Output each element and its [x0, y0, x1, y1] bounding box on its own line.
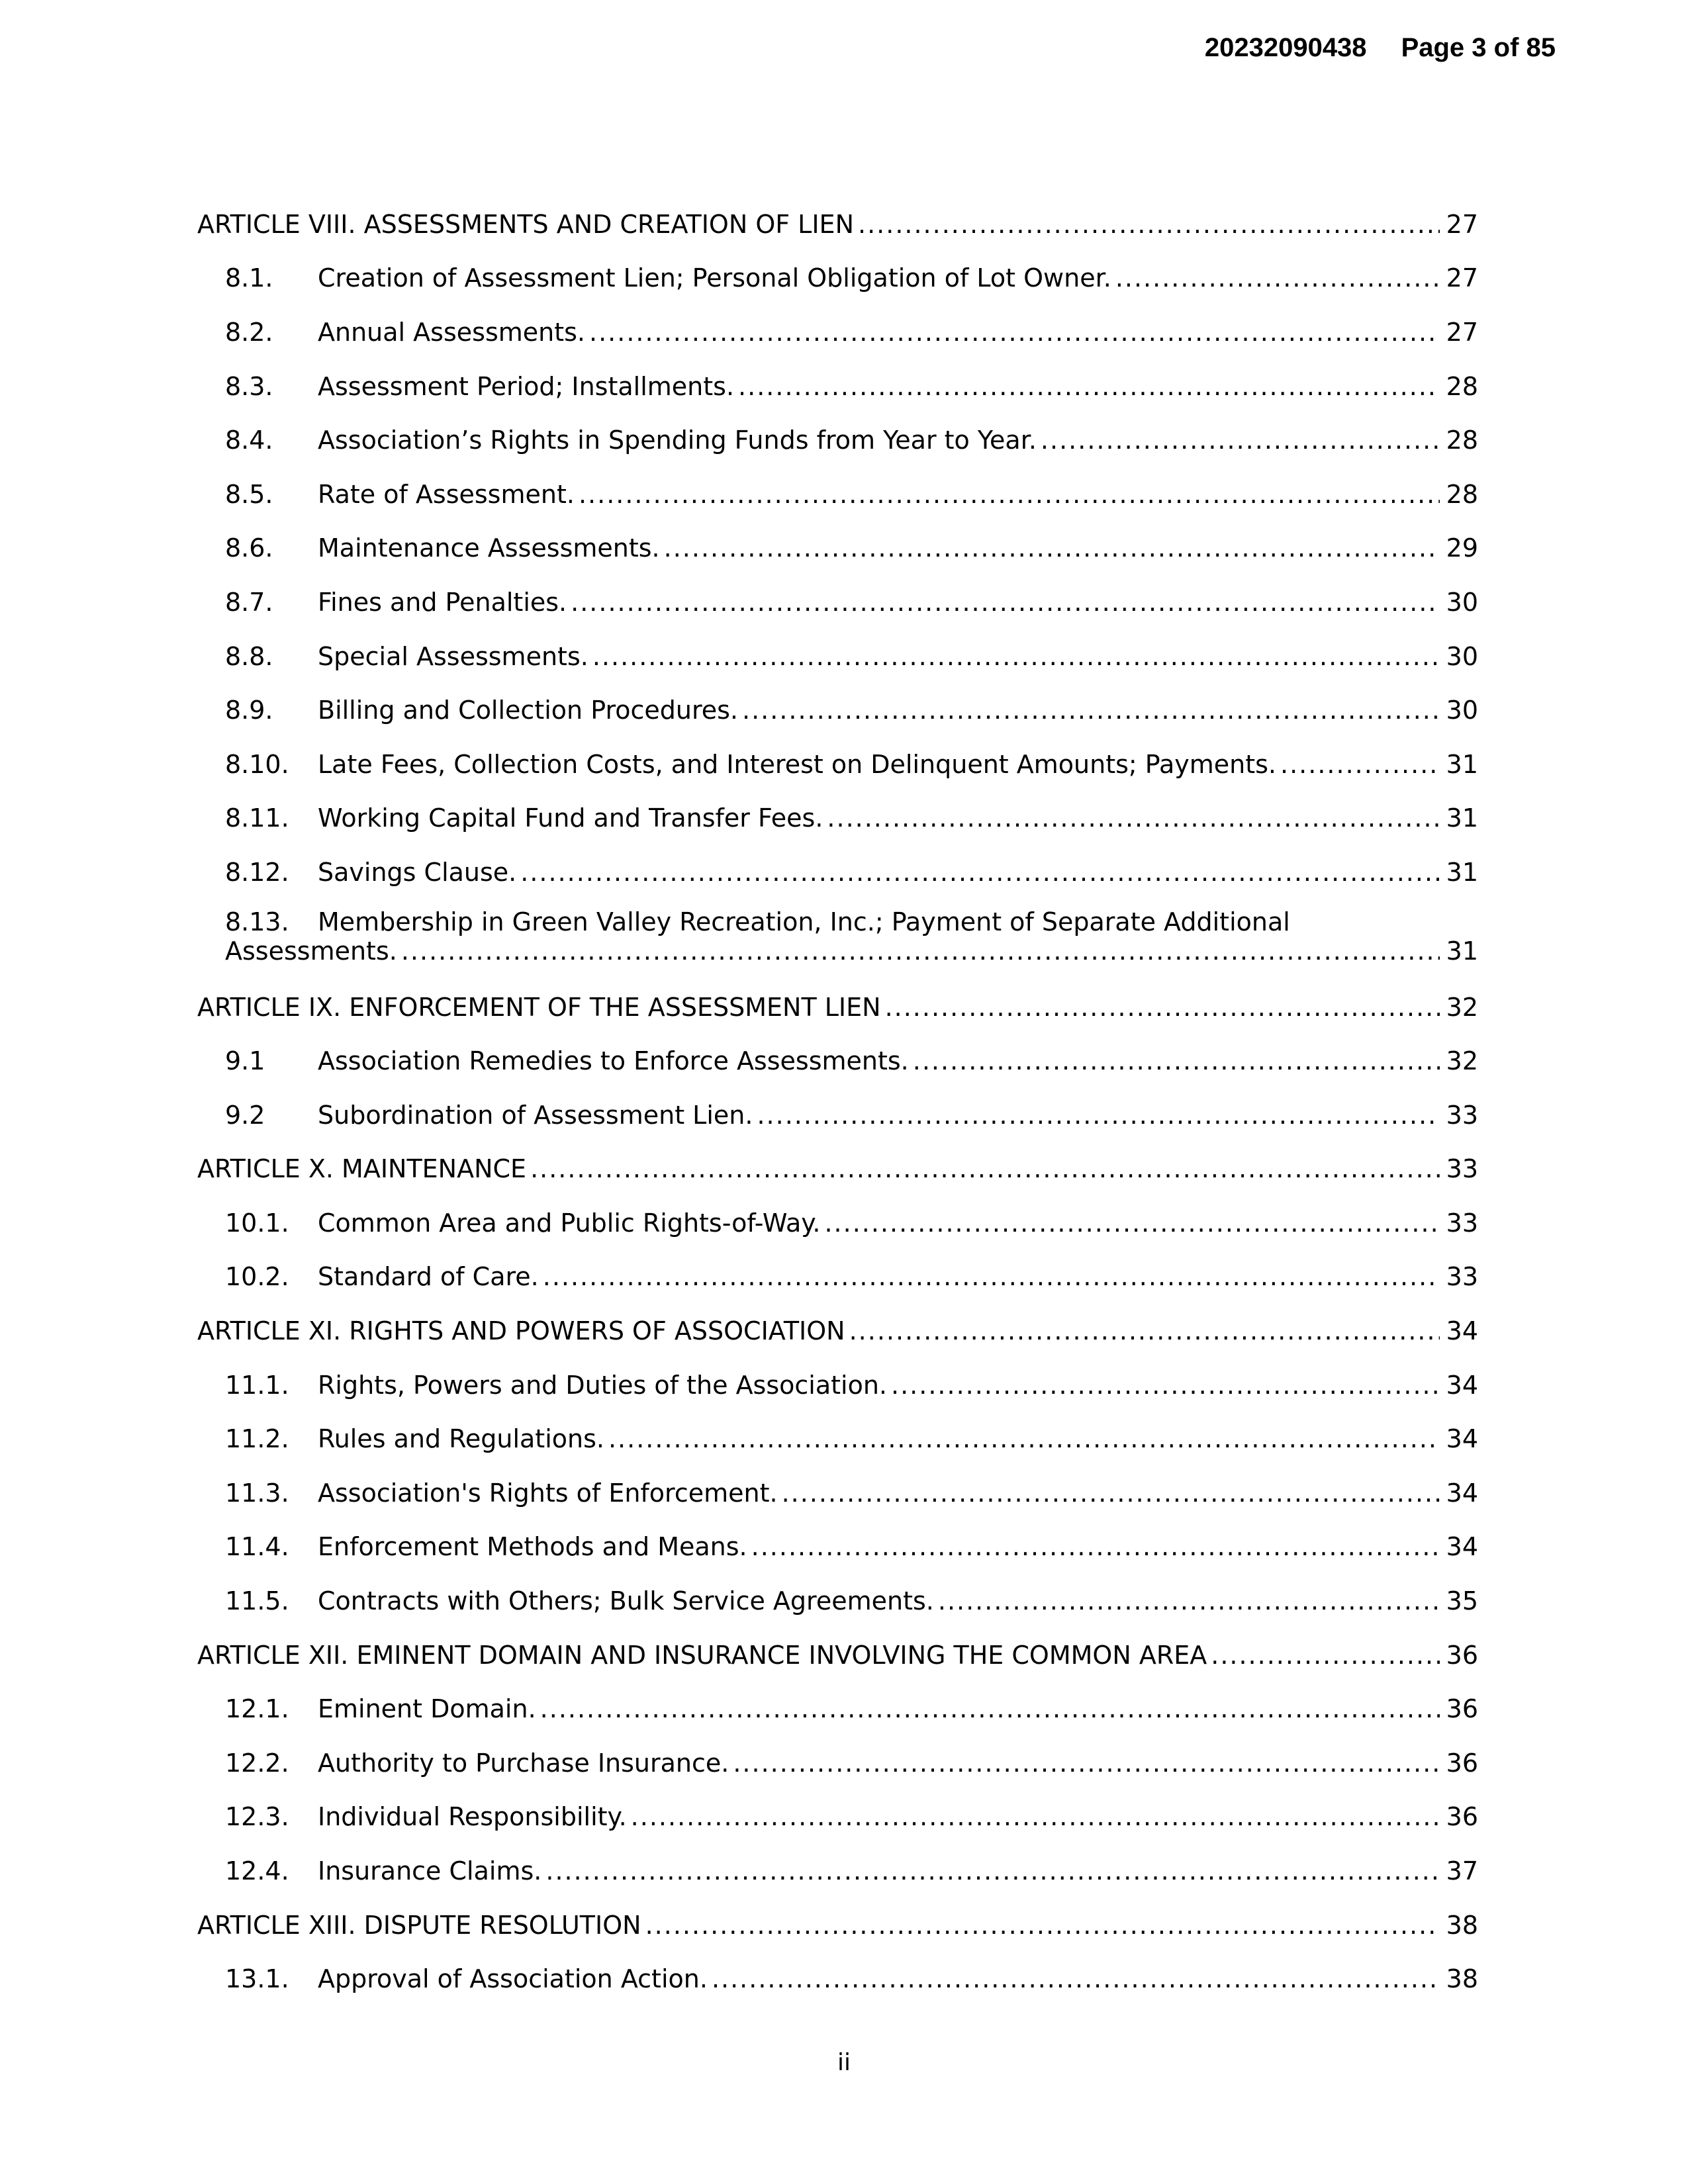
toc-page-number: 32: [1446, 992, 1478, 1022]
toc-section-number: 11.4.: [225, 1532, 289, 1562]
toc-section-number: 11.2.: [225, 1424, 289, 1454]
toc-entry-title: Membership in Green Valley Recreation, Inc.; Payment of Separate Additional: [318, 907, 1290, 936]
toc-entry-title-continued: Assessments.: [225, 936, 397, 966]
toc-section-entry: [197, 1196, 1478, 1250]
toc-dot-leader: [891, 1371, 1440, 1400]
toc-entry-title: ARTICLE VIII. ASSESSMENTS AND CREATION OF LIEN: [197, 209, 854, 239]
toc-section-entry: [197, 251, 1478, 306]
toc-entry-title: Rules and Regulations.: [318, 1424, 604, 1454]
page-number-footer: ii: [837, 2049, 851, 2076]
toc-section-number: 9.2: [225, 1100, 265, 1130]
toc-section-entry: [197, 1574, 1478, 1628]
toc-section-entry: [197, 575, 1478, 629]
toc-entry-title: Approval of Association Action.: [318, 1964, 708, 1994]
toc-dot-leader: [664, 533, 1440, 563]
toc-dot-leader: [938, 1586, 1440, 1615]
toc-entry-title: Contracts with Others; Bulk Service Agreements.: [318, 1586, 934, 1616]
toc-entry-title: Billing and Collection Procedures.: [318, 696, 738, 725]
toc-page-number: 34: [1446, 1478, 1478, 1508]
toc-section-number: 8.11.: [225, 803, 289, 833]
table-of-contents: [197, 197, 1478, 2006]
toc-article-entry: [197, 1142, 1478, 1197]
toc-page-number: 37: [1446, 1856, 1478, 1886]
toc-section-number: 8.6.: [225, 533, 273, 563]
toc-dot-leader: [742, 696, 1440, 725]
toc-article-entry: [197, 1304, 1478, 1358]
toc-dot-leader: [1041, 426, 1440, 455]
toc-page-number: 27: [1446, 209, 1478, 239]
toc-section-number: 13.1.: [225, 1964, 289, 1994]
toc-dot-leader: [858, 210, 1440, 239]
toc-section-entry: [197, 792, 1478, 846]
toc-dot-leader: [849, 1316, 1440, 1345]
toc-dot-leader: [540, 1694, 1440, 1723]
toc-page-number: 28: [1446, 371, 1478, 401]
toc-dot-leader: [712, 1964, 1440, 1993]
toc-section-entry: [197, 629, 1478, 684]
toc-dot-leader: [631, 1802, 1440, 1831]
toc-dot-leader: [589, 318, 1440, 347]
toc-section-number: 12.3.: [225, 1802, 289, 1832]
page-count-label: Page 3 of 85: [1401, 33, 1556, 62]
toc-dot-leader: [401, 936, 1440, 966]
toc-section-number: 8.13.: [225, 907, 289, 936]
toc-dot-leader: [545, 1856, 1440, 1886]
toc-dot-leader: [571, 588, 1440, 617]
toc-page-number: 36: [1446, 1802, 1478, 1832]
toc-dot-leader: [1280, 750, 1440, 779]
toc-entry-title: Rate of Assessment.: [318, 479, 575, 509]
toc-entry-title: Special Assessments.: [318, 641, 588, 671]
toc-page-number: 30: [1446, 641, 1478, 671]
toc-dot-leader: [645, 1911, 1440, 1940]
toc-entry-title: ARTICLE X. MAINTENANCE: [197, 1154, 527, 1184]
toc-section-entry: [197, 1466, 1478, 1520]
toc-page-number: 35: [1446, 1586, 1478, 1616]
toc-entry-title: Eminent Domain.: [318, 1694, 536, 1724]
toc-page-number: 31: [1446, 857, 1478, 887]
toc-dot-leader: [738, 372, 1440, 401]
toc-entry-title: Working Capital Fund and Transfer Fees.: [318, 803, 823, 833]
toc-section-number: 12.4.: [225, 1856, 289, 1886]
toc-dot-leader: [1211, 1641, 1440, 1670]
toc-section-number: 8.1.: [225, 263, 273, 293]
toc-section-number: 8.10.: [225, 749, 289, 779]
toc-page-number: 27: [1446, 263, 1478, 293]
toc-section-entry: [197, 1520, 1478, 1574]
toc-section-entry: [197, 1034, 1478, 1088]
toc-page-number: 36: [1446, 1694, 1478, 1724]
toc-page-number: 33: [1446, 1208, 1478, 1238]
toc-entry-title: ARTICLE XII. EMINENT DOMAIN AND INSURANCE INVOLVING THE COMMON AREA: [197, 1640, 1207, 1670]
toc-entry-title: Enforcement Methods and Means.: [318, 1532, 747, 1562]
page-header: [794, 32, 1556, 64]
toc-page-number: 38: [1446, 1910, 1478, 1940]
toc-section-number: 8.8.: [225, 641, 273, 671]
toc-page-number: 29: [1446, 533, 1478, 563]
toc-section-entry: [197, 1088, 1478, 1142]
toc-section-entry: [197, 1952, 1478, 2006]
toc-article-entry: [197, 1628, 1478, 1682]
toc-dot-leader: [827, 803, 1440, 833]
toc-dot-leader: [757, 1101, 1440, 1130]
toc-dot-leader: [885, 993, 1440, 1022]
toc-section-number: 8.5.: [225, 479, 273, 509]
toc-page-number: 31: [1446, 803, 1478, 833]
toc-dot-leader: [592, 642, 1440, 671]
toc-entry-title: Insurance Claims.: [318, 1856, 542, 1886]
toc-page-number: 34: [1446, 1370, 1478, 1400]
toc-entry-title: Creation of Assessment Lien; Personal Obligation of Lot Owner.: [318, 263, 1111, 293]
toc-entry-title: ARTICLE IX. ENFORCEMENT OF THE ASSESSMENT LIEN: [197, 992, 881, 1022]
toc-entry-title: Fines and Penalties.: [318, 587, 567, 617]
toc-entry-title: Association’s Rights in Spending Funds from Year to Year.: [318, 426, 1037, 455]
toc-entry-title: Individual Responsibility.: [318, 1802, 627, 1832]
toc-section-number: 12.1.: [225, 1694, 289, 1724]
toc-entry-title: Association Remedies to Enforce Assessments.: [318, 1046, 909, 1076]
toc-page-number: 31: [1446, 749, 1478, 779]
toc-dot-leader: [751, 1532, 1440, 1561]
toc-dot-leader: [520, 858, 1440, 887]
toc-page-number: 36: [1446, 1640, 1478, 1670]
toc-section-entry: [197, 1412, 1478, 1466]
toc-section-number: 11.5.: [225, 1586, 289, 1616]
toc-section-number: 11.3.: [225, 1478, 289, 1508]
toc-section-entry: [197, 845, 1478, 899]
toc-section-entry: [197, 1790, 1478, 1844]
toc-entry-title: ARTICLE XIII. DISPUTE RESOLUTION: [197, 1910, 641, 1940]
toc-entry-title: Savings Clause.: [318, 857, 517, 887]
toc-section-entry: [197, 683, 1478, 737]
toc-section-entry: [197, 1736, 1478, 1790]
toc-section-number: 8.7.: [225, 587, 273, 617]
toc-page-number: 33: [1446, 1154, 1478, 1184]
toc-entry-title: Authority to Purchase Insurance.: [318, 1748, 729, 1778]
toc-entry-title: Association's Rights of Enforcement.: [318, 1478, 778, 1508]
toc-page-number: 30: [1446, 587, 1478, 617]
toc-article-entry: [197, 197, 1478, 251]
toc-page-number: 32: [1446, 1046, 1478, 1076]
document-number: 20232090438: [1204, 33, 1367, 62]
toc-section-entry: [197, 737, 1478, 792]
toc-page-number: 34: [1446, 1424, 1478, 1454]
toc-dot-leader: [733, 1749, 1440, 1778]
toc-section-number: 10.2.: [225, 1262, 289, 1292]
toc-article-entry: [197, 1898, 1478, 1952]
toc-entry-title: Standard of Care.: [318, 1262, 539, 1292]
toc-dot-leader: [782, 1479, 1440, 1508]
toc-page-number: 30: [1446, 696, 1478, 725]
toc-entry-title: Maintenance Assessments.: [318, 533, 660, 563]
toc-dot-leader: [1115, 263, 1440, 293]
toc-section-number: 9.1: [225, 1046, 265, 1076]
toc-section-entry: [197, 359, 1478, 414]
toc-dot-leader: [543, 1262, 1440, 1291]
toc-dot-leader: [608, 1424, 1440, 1453]
toc-page-number: 28: [1446, 426, 1478, 455]
toc-dot-leader: [824, 1208, 1440, 1238]
toc-dot-leader: [913, 1046, 1440, 1075]
toc-dot-leader: [530, 1154, 1440, 1183]
toc-section-entry: [197, 899, 1478, 980]
toc-section-number: 12.2.: [225, 1748, 289, 1778]
toc-section-entry: [197, 413, 1478, 467]
toc-section-entry: [197, 522, 1478, 576]
toc-section-entry: [197, 1682, 1478, 1736]
toc-entry-title: Subordination of Assessment Lien.: [318, 1100, 753, 1130]
toc-entry-title: Common Area and Public Rights-of-Way.: [318, 1208, 821, 1238]
toc-page-number: 34: [1446, 1532, 1478, 1562]
toc-section-number: 8.12.: [225, 857, 289, 887]
toc-section-number: 8.2.: [225, 317, 273, 347]
toc-entry-title: Rights, Powers and Duties of the Association.: [318, 1370, 888, 1400]
toc-section-entry: [197, 1358, 1478, 1412]
toc-entry-title: Annual Assessments.: [318, 317, 585, 347]
toc-page-number: 34: [1446, 1316, 1478, 1346]
toc-page-number: 27: [1446, 317, 1478, 347]
toc-page-number: 38: [1446, 1964, 1478, 1994]
toc-section-number: 8.3.: [225, 371, 273, 401]
toc-entry-title: Late Fees, Collection Costs, and Interest on Delinquent Amounts; Payments.: [318, 749, 1277, 779]
toc-page-number: 33: [1446, 1100, 1478, 1130]
toc-section-number: 8.9.: [225, 696, 273, 725]
toc-section-number: 11.1.: [225, 1370, 289, 1400]
toc-entry-title: Assessment Period; Installments.: [318, 371, 735, 401]
toc-article-entry: [197, 980, 1478, 1034]
toc-dot-leader: [579, 480, 1440, 509]
toc-section-number: 10.1.: [225, 1208, 289, 1238]
toc-section-entry: [197, 467, 1478, 522]
toc-section-number: 8.4.: [225, 426, 273, 455]
toc-page-number: 33: [1446, 1262, 1478, 1292]
toc-entry-title: ARTICLE XI. RIGHTS AND POWERS OF ASSOCIATION: [197, 1316, 845, 1346]
toc-section-entry: [197, 1250, 1478, 1304]
toc-page-number: 28: [1446, 479, 1478, 509]
toc-section-entry: [197, 305, 1478, 359]
toc-page-number: 36: [1446, 1748, 1478, 1778]
toc-section-entry: [197, 1844, 1478, 1898]
toc-page-number: 31: [1446, 936, 1478, 966]
